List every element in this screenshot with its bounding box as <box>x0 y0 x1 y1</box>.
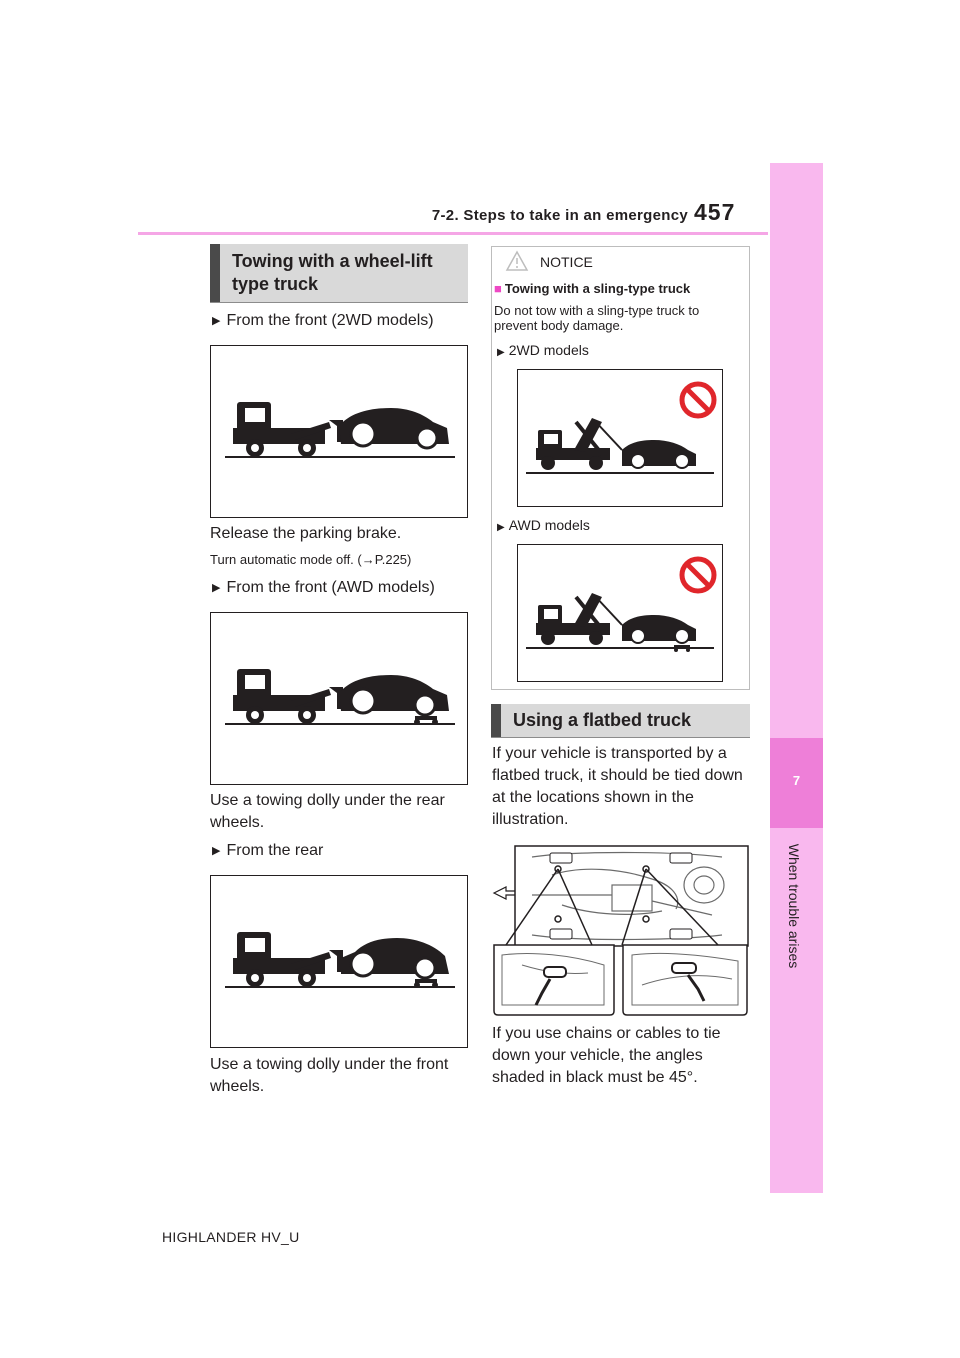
bullet-2wd-models <box>497 342 589 358</box>
triangle-right-icon: ▶ <box>212 845 221 857</box>
towing-dolly-front-text: Use a towing dolly under the front wheels. <box>210 1056 449 1095</box>
tiedown-angle-text: If you use chains or cables to tie down your vehicle, the angles shaded in black must be 45°. <box>492 1025 721 1086</box>
triangle-right-icon: ▶ <box>497 347 505 358</box>
figure-sling-awd <box>517 544 723 682</box>
bullet-from-rear <box>212 842 323 860</box>
figure-wheel-lift-rear <box>210 875 468 1048</box>
heading-wheel-lift-text: Towing with a wheel-lift type truck <box>232 251 433 294</box>
bullet-front-awd-text: From the front (AWD models) <box>226 579 435 596</box>
chapter-number: 7 <box>792 773 801 788</box>
bullet-2wd-models-text: 2WD models <box>508 342 589 358</box>
triangle-right-icon: ▶ <box>212 315 221 327</box>
figure-wheel-lift-front-awd <box>210 612 468 785</box>
bullet-awd-models <box>497 517 590 533</box>
bullet-from-rear-text: From the rear <box>226 842 324 859</box>
footer-model: HIGHLANDER HV_U <box>162 1229 300 1245</box>
notice-text: Do not tow with a sling-type truck to prevent body damage. <box>494 303 700 333</box>
square-bullet-icon: ■ <box>494 281 502 296</box>
header-rule <box>138 232 768 235</box>
triangle-right-icon: ▶ <box>497 522 505 533</box>
towing-dolly-rear-text: Use a towing dolly under the rear wheels. <box>210 792 445 831</box>
bullet-front-2wd-text: From the front (2WD models) <box>226 312 434 329</box>
notice-title: NOTICE <box>540 254 593 270</box>
triangle-right-icon: ▶ <box>212 582 221 594</box>
note-prefix: Turn automatic mode off. ( <box>210 552 362 567</box>
bullet-awd-models-text: AWD models <box>508 517 590 533</box>
figure-wheel-lift-front-2wd <box>210 345 468 518</box>
page-number: 457 <box>694 199 736 225</box>
automatic-mode-note <box>210 552 411 567</box>
flatbed-text: If your vehicle is transported by a flatbed truck, it should be tied down at the locations shown in the illustration. <box>492 745 743 828</box>
arrow-right-icon: → <box>361 552 375 567</box>
bullet-front-2wd <box>212 312 434 330</box>
page-reference-link[interactable]: P.225) <box>374 552 412 567</box>
chapter-tab <box>770 163 823 1193</box>
chapter-title: When trouble arises <box>786 843 802 969</box>
heading-rule <box>210 302 468 303</box>
warning-triangle-icon <box>505 250 529 272</box>
notice-subheading <box>494 281 690 296</box>
bullet-front-awd <box>212 579 435 597</box>
section-title: 7-2. Steps to take in an emergency <box>431 207 688 224</box>
heading-wheel-lift <box>210 244 468 302</box>
release-brake-text: Release the parking brake. <box>210 525 402 542</box>
figure-flatbed-tiedown <box>492 845 749 1017</box>
heading-flatbed-text: Using a flatbed truck <box>513 710 692 730</box>
notice-subheading-text: Towing with a sling-type truck <box>504 281 691 296</box>
heading-flatbed <box>491 704 750 737</box>
figure-sling-2wd <box>517 369 723 507</box>
heading-flatbed-rule <box>491 737 750 738</box>
